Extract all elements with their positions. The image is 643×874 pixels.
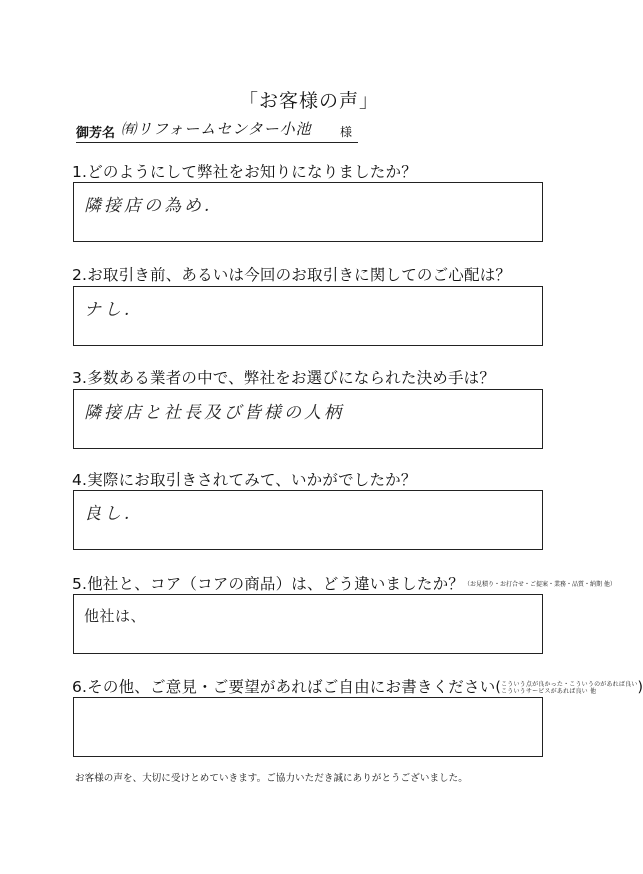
answer-3-handwritten: 隣接店と社長及び皆様の人柄 xyxy=(84,403,344,423)
answer-box-1 xyxy=(73,182,543,242)
question-5-row xyxy=(72,572,616,594)
question-6-label: 6.その他、ご意見・ご要望があればご自由にお書きください xyxy=(72,678,496,696)
question-3-label: 3.多数ある業者の中で、弊社をお選びになられた決め手は？ xyxy=(72,369,496,387)
answer-box-5 xyxy=(73,594,543,654)
question-6-hint-line1: こういう点が良かった・こういうのがあれば良い xyxy=(501,680,638,688)
answer-box-4 xyxy=(73,490,543,550)
customer-name-prefix: 御芳名 xyxy=(76,126,116,141)
answer-2-handwritten: ナし. xyxy=(84,300,133,320)
answer-1-handwritten: 隣接店の為め. xyxy=(84,196,213,216)
answer-5-handwritten: 他社は、 xyxy=(84,607,147,625)
question-4-label: 4.実際にお取引きされてみて、いかがでしたか？ xyxy=(72,471,417,489)
answer-box-6 xyxy=(73,697,543,757)
question-6-row: 6.その他、ご意見・ご要望があればご自由にお書きください(こういう点が良かった・こういうのがあれば良い こういうサービスがあれば良い 他 ) xyxy=(72,678,643,696)
answer-box-2 xyxy=(73,286,543,346)
answer-4-handwritten: 良し. xyxy=(84,504,133,524)
question-1-label: 1.どのようにして弊社をお知りになりましたか？ xyxy=(72,163,417,181)
question-5-hint: （お見積り・お打合せ・ご提案・業務・品質・納期 他） xyxy=(464,581,616,588)
customer-name-handwritten: ㈲リフォームセンター小池 xyxy=(121,120,312,138)
question-6-hint-line2: こういうサービスがあれば良い 他 xyxy=(501,687,597,695)
question-2-label: 2.お取引き前、あるいは今回のお取引きに関してのご心配は？ xyxy=(72,266,512,284)
question-5-label: 5.他社と、コア（コアの商品）は、どう違いましたか？ xyxy=(72,575,464,593)
customer-name-line xyxy=(76,118,358,143)
footer-thanks: お客様の声を、大切に受けとめていきます。ご協力いただき誠にありがとうございました。 xyxy=(75,773,468,784)
page-title: 「お客様の声」 xyxy=(238,90,379,112)
answer-box-3 xyxy=(73,389,543,449)
customer-name-suffix: 様 xyxy=(340,125,353,139)
